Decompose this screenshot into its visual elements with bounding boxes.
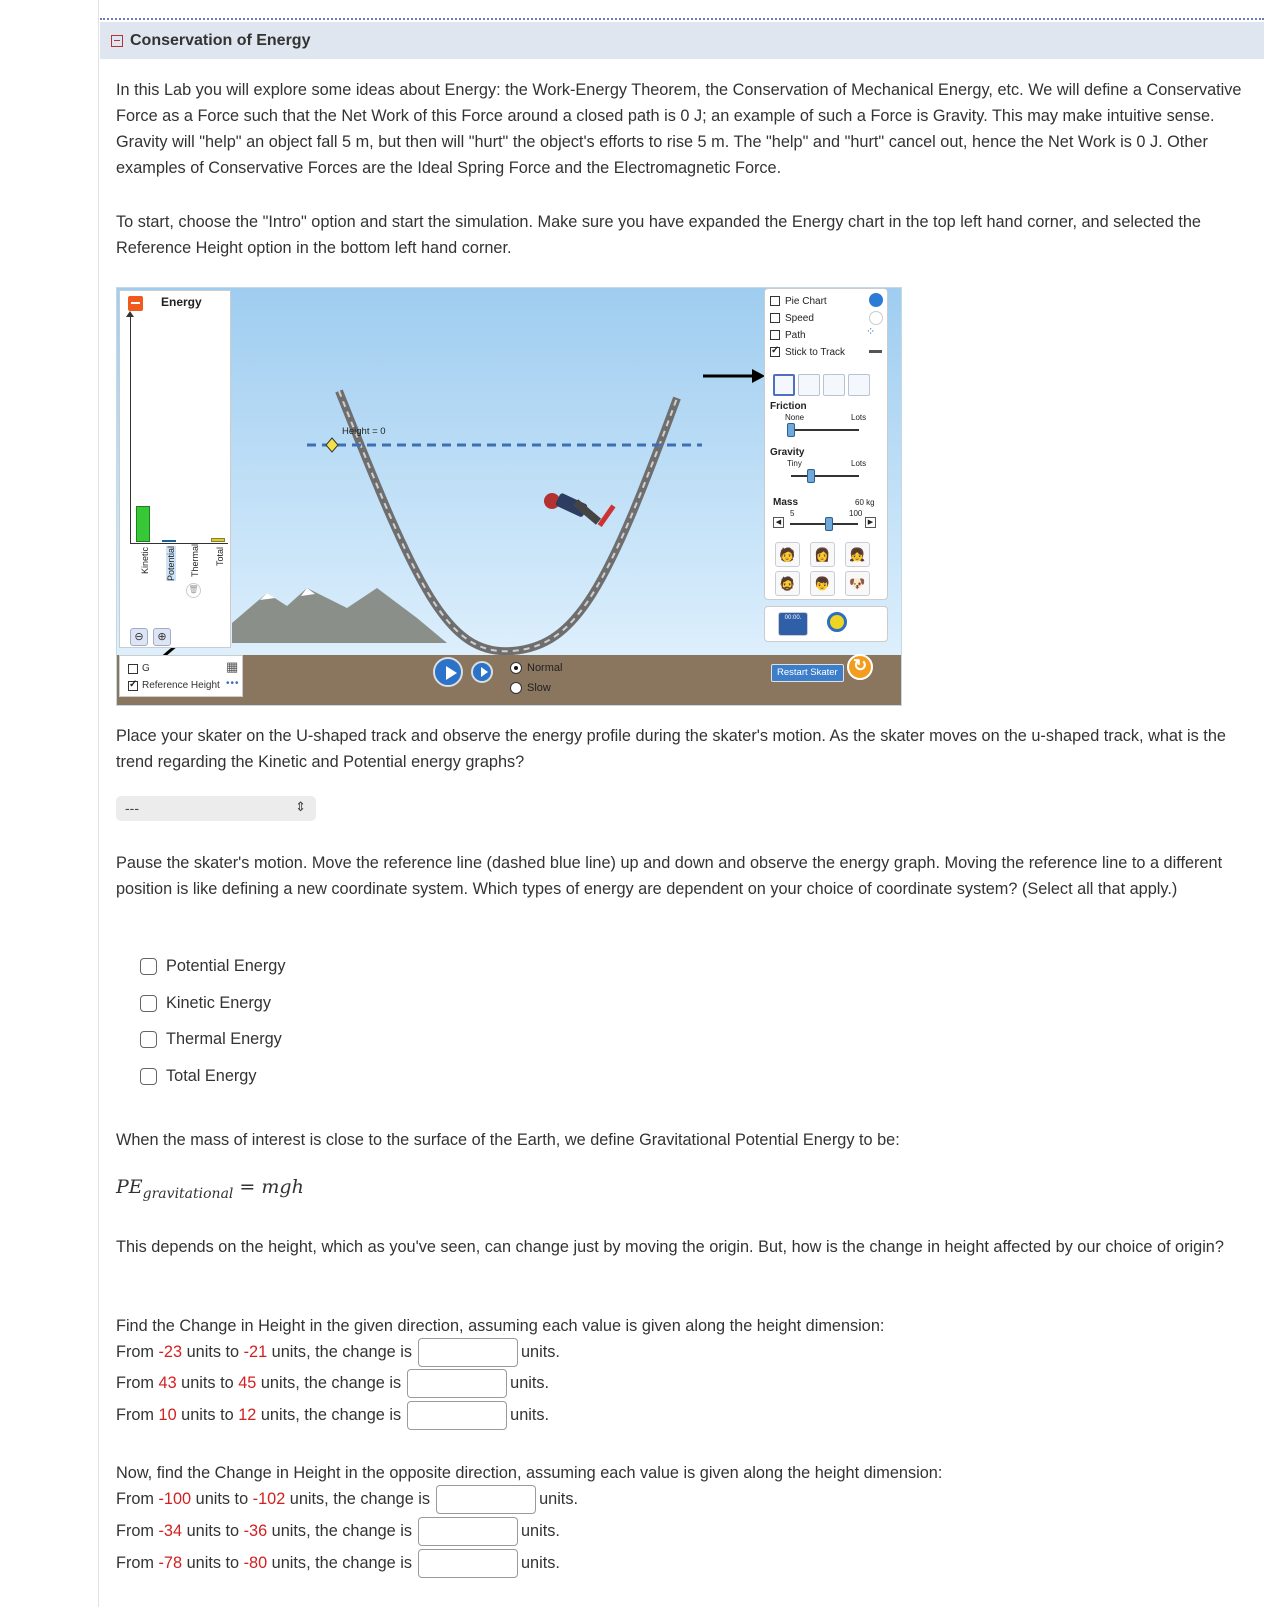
play-button[interactable] <box>433 657 463 687</box>
friction-max: Lots <box>851 413 867 422</box>
to-value: 45 <box>238 1373 257 1392</box>
forward-row <box>116 1400 549 1430</box>
to-value: -36 <box>243 1521 268 1540</box>
to-value: 12 <box>238 1405 257 1424</box>
path-label: Path <box>785 329 806 341</box>
collapse-icon[interactable] <box>111 35 123 47</box>
skater-chooser[interactable] <box>775 542 870 596</box>
to-value: -21 <box>243 1342 268 1361</box>
energy-skate-park-simulation[interactable] <box>116 287 902 706</box>
units-to: units to <box>191 1489 253 1508</box>
grid-label: G <box>142 663 150 674</box>
speed-label: Speed <box>785 312 814 324</box>
option-potential-energy[interactable] <box>140 955 285 977</box>
control-panel <box>764 288 888 600</box>
friction-label: Friction <box>770 401 807 412</box>
from-word: From <box>116 1553 159 1572</box>
units-to: units to <box>176 1373 239 1392</box>
backward-row <box>116 1516 560 1546</box>
skater-avatar-icon[interactable]: 🐶 <box>845 571 870 596</box>
gravity-track <box>791 475 859 477</box>
change-is: units, the change is <box>267 1553 412 1572</box>
speed-normal-radio[interactable] <box>510 662 522 674</box>
grid-checkbox[interactable] <box>128 664 138 674</box>
path-row[interactable] <box>770 328 806 342</box>
trend-dropdown[interactable] <box>116 796 316 821</box>
gpe-followup: This depends on the height, which as you've seen, can change just by moving the origin. But, how is the change in height affected by our choice of origin? <box>116 1238 1224 1256</box>
option-label: Thermal Energy <box>166 1029 282 1048</box>
from-value: -23 <box>158 1342 183 1361</box>
energy-title: Energy <box>161 295 202 309</box>
reference-height-checkbox[interactable] <box>128 681 138 691</box>
backward-row <box>116 1548 560 1578</box>
timer-readout: 00:00. <box>784 615 802 621</box>
pie-chart-icon <box>869 293 883 307</box>
change-is: units, the change is <box>256 1373 402 1392</box>
step-button[interactable] <box>471 661 493 683</box>
mass-label: Mass <box>773 497 799 508</box>
zoom-out-icon[interactable]: ⊖ <box>130 628 148 646</box>
from-value: -34 <box>158 1521 183 1540</box>
grid-row[interactable] <box>128 663 150 674</box>
formula-subscript: gravitational <box>142 1185 234 1202</box>
units-word: units. <box>510 1405 550 1424</box>
checkbox[interactable] <box>140 995 157 1012</box>
potential-label: Potential <box>166 545 176 581</box>
mass-increase-icon[interactable]: ▶ <box>865 517 876 528</box>
trash-icon[interactable]: 🗑 <box>186 583 201 598</box>
mass-slider[interactable] <box>825 517 833 531</box>
pie-chart-checkbox[interactable] <box>770 296 780 306</box>
backward-row <box>116 1484 578 1514</box>
skater-avatar-icon[interactable]: 🧑 <box>775 542 800 567</box>
from-word: From <box>116 1489 159 1508</box>
reference-line-icon: ••• <box>226 678 240 689</box>
kinetic-label: Kinetic <box>140 546 150 574</box>
pie-chart-label: Pie Chart <box>785 295 827 307</box>
intro-paragraph-2: To start, choose the "Intro" option and start the simulation. Make sure you have expanded the Energy chart in the top left hand corner, and selected the Reference Height option in the bottom left hand corner. <box>116 213 1201 257</box>
option-label: Total Energy <box>166 1066 257 1085</box>
from-value: -78 <box>158 1553 183 1572</box>
units-word: units. <box>520 1553 560 1572</box>
option-thermal-energy[interactable] <box>140 1028 282 1050</box>
speedometer-icon <box>869 311 883 325</box>
friction-min: None <box>785 413 805 422</box>
skater-avatar-icon[interactable]: 🧔 <box>775 571 800 596</box>
gravity-min: Tiny <box>787 459 802 468</box>
speed-normal-option[interactable] <box>510 659 562 677</box>
checkbox[interactable] <box>140 958 157 975</box>
units-word: units. <box>510 1373 550 1392</box>
gravity-slider[interactable] <box>807 469 815 483</box>
total-bar <box>211 538 225 542</box>
checkbox[interactable] <box>140 1031 157 1048</box>
grid-icon: ▦ <box>226 659 239 674</box>
backward-intro: Now, find the Change in Height in the opposite direction, assuming each value is given along the height dimension: <box>116 1464 943 1482</box>
formula-lhs: PE <box>116 1176 143 1198</box>
question-1-text: Place your skater on the U-shaped track and observe the energy profile during the skater's motion. As the skater moves on the u-shaped track, what is the trend regarding the Kinetic and Potential energy graphs? <box>116 727 1226 771</box>
from-word: From <box>116 1342 159 1361</box>
pie-chart-row[interactable] <box>770 294 827 308</box>
change-is: units, the change is <box>267 1342 412 1361</box>
section-header[interactable] <box>100 22 1264 59</box>
height-label: Height = 0 <box>342 426 386 437</box>
from-word: From <box>116 1521 159 1540</box>
change-input[interactable] <box>418 1338 518 1367</box>
top-divider <box>100 18 1264 20</box>
units-word: units. <box>539 1489 578 1508</box>
friction-slider[interactable] <box>787 423 795 437</box>
skater[interactable] <box>544 492 616 527</box>
tools-panel <box>764 606 888 642</box>
potential-bar <box>162 540 176 542</box>
total-label: Total <box>215 546 225 566</box>
dropdown-arrows-icon: ⇕ <box>295 799 306 814</box>
reset-all-icon[interactable] <box>847 654 873 680</box>
units-to: units to <box>182 1521 244 1540</box>
stick-to-track-checkbox[interactable] <box>770 347 780 357</box>
track-selector[interactable] <box>773 374 870 396</box>
forward-row <box>116 1337 560 1367</box>
track-icon <box>869 350 882 353</box>
skater-avatar-icon[interactable]: 👧 <box>845 542 870 567</box>
checkbox[interactable] <box>140 1068 157 1085</box>
minimize-energy-icon[interactable] <box>128 296 143 311</box>
units-word: units. <box>520 1521 560 1540</box>
stick-to-track-row[interactable] <box>770 345 845 359</box>
speed-slow-option[interactable] <box>510 679 551 697</box>
change-input[interactable] <box>418 1517 518 1546</box>
speed-checkbox[interactable] <box>770 313 780 323</box>
reference-height-row[interactable] <box>128 680 220 691</box>
option-total-energy[interactable] <box>140 1065 257 1087</box>
gpe-intro: When the mass of interest is close to the surface of the Earth, we define Gravitational Potential Energy to be: <box>116 1131 900 1149</box>
gpe-formula <box>116 1176 304 1202</box>
left-rule <box>98 0 99 1607</box>
intro-paragraph-1: In this Lab you will explore some ideas about Energy: the Work-Energy Theorem, the Conservation of Mechanical Energy, etc. We will define a Conservative Force as a Force such that the Net Work of this Force around a closed path is 0 J; an example of such a Force is Gravity. This may make intuitive sense. Gravity will "help" an object fall 5 m, but then will "hurt" the object's efforts to rise 5 m. The "help" and "hurt" cancel out, hence the Net Work is 0 J. Other examples of Conservative Forces are the Ideal Spring Force and the Electromagnetic Force. <box>116 81 1242 177</box>
from-value: -100 <box>158 1489 192 1508</box>
from-word: From <box>116 1405 159 1424</box>
forward-row <box>116 1368 549 1398</box>
from-word: From <box>116 1373 159 1392</box>
units-to: units to <box>182 1342 244 1361</box>
option-label: Potential Energy <box>166 956 286 975</box>
to-value: -102 <box>252 1489 286 1508</box>
units-to: units to <box>176 1405 239 1424</box>
from-value: 10 <box>158 1405 177 1424</box>
change-input[interactable] <box>418 1549 518 1578</box>
change-input[interactable] <box>436 1485 536 1514</box>
mass-min: 5 <box>790 509 795 518</box>
gravity-max: Lots <box>851 459 867 468</box>
speed-slow-label: Slow <box>527 681 551 694</box>
friction-track <box>791 429 859 431</box>
stopwatch-icon[interactable] <box>778 612 808 636</box>
mass-value: 60 kg <box>855 498 875 507</box>
thermal-label: Thermal <box>190 543 200 577</box>
track-u-shape[interactable] <box>773 374 795 396</box>
path-icon: ⁘ <box>866 326 876 338</box>
zoom-in-icon[interactable]: ⊕ <box>153 628 171 646</box>
change-is: units, the change is <box>285 1489 431 1508</box>
change-input[interactable] <box>407 1401 507 1430</box>
axis-arrow-icon <box>126 311 134 317</box>
option-kinetic-energy[interactable] <box>140 992 271 1014</box>
formula-rhs: = mgh <box>233 1176 304 1198</box>
path-checkbox[interactable] <box>770 330 780 340</box>
speed-slow-radio[interactable] <box>510 682 522 694</box>
restart-skater-button[interactable]: Restart Skater <box>771 664 844 682</box>
reference-handle[interactable] <box>326 438 338 452</box>
stick-to-track-label: Stick to Track <box>785 346 846 358</box>
to-value: -80 <box>243 1553 268 1572</box>
section-title: Conservation of Energy <box>130 31 311 49</box>
question-2-text: Pause the skater's motion. Move the reference line (dashed blue line) up and down and observe the energy graph. Moving the reference line to a different position is like defining a new coordinate system. Which types of energy are dependent on your choice of coordinate system? (Select all that apply.) <box>116 854 1223 898</box>
speed-normal-label: Normal <box>527 661 563 674</box>
track-double-well[interactable] <box>823 374 845 396</box>
change-input[interactable] <box>407 1369 507 1398</box>
mass-decrease-icon[interactable]: ◀ <box>773 517 784 528</box>
units-word: units. <box>520 1342 560 1361</box>
change-is: units, the change is <box>256 1405 402 1424</box>
track-loop[interactable] <box>848 374 870 396</box>
energy-chart-panel <box>119 290 231 648</box>
mass-max: 100 <box>849 509 863 518</box>
forward-intro: Find the Change in Height in the given direction, assuming each value is given along the height dimension: <box>116 1317 885 1335</box>
skater-avatar-icon[interactable]: 👩 <box>810 542 835 567</box>
change-is: units, the change is <box>267 1521 412 1540</box>
measuring-tape-icon[interactable] <box>827 612 847 632</box>
kinetic-bar <box>136 506 150 542</box>
reference-panel <box>119 655 243 697</box>
dropdown-value: --- <box>125 800 139 816</box>
reference-height-label: Reference Height <box>142 680 220 691</box>
gravity-label: Gravity <box>770 447 805 458</box>
speed-row[interactable] <box>770 311 814 325</box>
option-label: Kinetic Energy <box>166 993 271 1012</box>
track-ramp[interactable] <box>798 374 820 396</box>
units-to: units to <box>182 1553 244 1572</box>
skater-avatar-icon[interactable]: 👦 <box>810 571 835 596</box>
from-value: 43 <box>158 1373 177 1392</box>
energy-axis <box>130 313 131 543</box>
energy-baseline <box>130 543 228 544</box>
